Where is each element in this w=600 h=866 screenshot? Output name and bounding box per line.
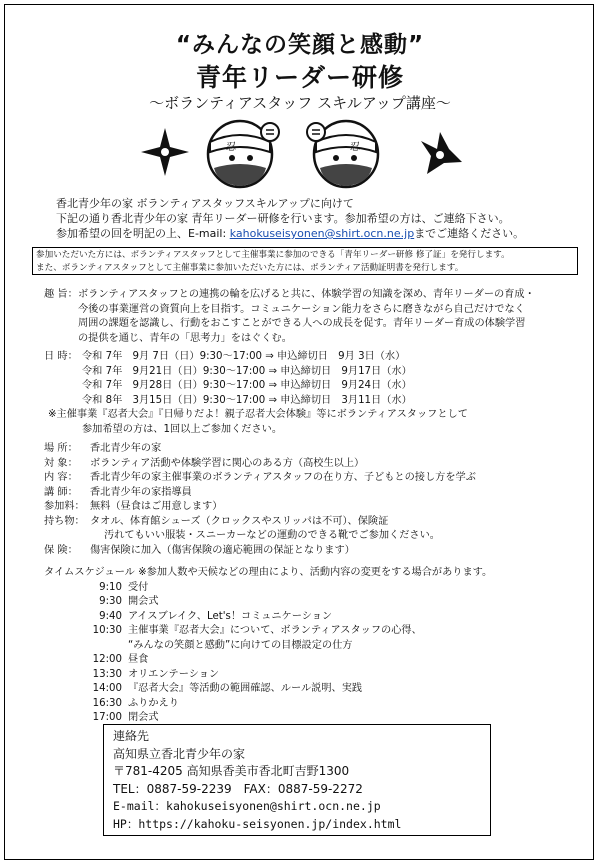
shuriken-icon	[415, 130, 465, 180]
schedule-item	[44, 624, 492, 639]
detail-value: 香北青少年の家	[90, 443, 162, 454]
date-row: 令和 7年 9月21日（日）9:30〜17:00 ⇒ 申込締切日 9月17日（水）	[82, 365, 412, 377]
schedule-time: 9:30	[99, 596, 122, 607]
schedule-activity: 『忍者大会』等活動の範囲確認、ルール説明、実践	[128, 683, 363, 694]
schedule-item	[44, 581, 492, 596]
schedule-time: 9:10	[99, 581, 122, 593]
schedule-activity: 開会式	[128, 596, 159, 607]
purpose-line: 今後の事業運営の資質向上を目指す。コミュニケーション能力をさらに磨きながら自己だけでなく	[78, 303, 525, 315]
intro-line1: 香北青少年の家 ボランティアスタッフスキルアップに向けて	[56, 197, 354, 210]
intro-line2: 下記の通り香北青少年の家 青年リーダー研修を行います。参加希望の方は、ご連絡下さい。	[56, 212, 510, 225]
detail-value: 香北青少年の家指導員	[90, 486, 192, 498]
schedule-time: 14:00	[92, 683, 122, 694]
certificate-notice-box	[32, 247, 578, 275]
schedule-time: 16:30	[92, 697, 122, 709]
schedule-activity: ふりかえり	[128, 697, 179, 709]
intro-line3	[56, 226, 524, 241]
detail-value: 汚れてもいい服装・スニーカーなどの運動のできる靴でご参加ください。	[104, 530, 440, 541]
contact-box	[103, 724, 491, 836]
schedule-item	[44, 682, 492, 697]
dates-label: 日 時：	[44, 351, 78, 362]
page-title-line2: 青年リーダー研修	[195, 63, 404, 92]
schedule-item	[44, 653, 492, 668]
schedule-activity: オリエンテーション	[128, 668, 220, 680]
dates-note: 参加希望の方は、1回以上ご参加ください。	[82, 423, 283, 435]
detail-value: ボランティア活動や体験学習に関心のある方（高校生以上）	[90, 457, 365, 469]
detail-label: 場 所：	[44, 443, 78, 454]
shuriken-icon	[140, 127, 190, 177]
purpose-line: の提供を通じ、青年の「思考力」をはぐくむ。	[78, 332, 292, 344]
schedule-item	[44, 639, 492, 654]
purpose-section	[44, 288, 535, 346]
schedule-time: 17:00	[92, 712, 122, 723]
detail-label: 対 象：	[44, 457, 78, 469]
contact-heading: 連絡先	[113, 729, 150, 743]
purpose-line: 周囲の課題を認識し、行動をおこすことができる人への成長を促す。青年リーダー育成の体験学習	[78, 318, 526, 329]
schedule-activity: 主催事業『忍者大会』について、ボランティアスタッフの心得、	[128, 625, 422, 636]
schedule-activity: 受付	[128, 581, 149, 593]
ninja-mascot-icon	[200, 112, 286, 192]
schedule-item	[44, 697, 492, 712]
schedule-time: 12:00	[92, 654, 122, 665]
contact-name: 高知県立香北青少年の家	[113, 746, 246, 761]
intro-line3-prefix: 参加希望の回を明記の上、E-mail:	[56, 227, 230, 240]
date-row: 令和 8年 3月15日（日）9:30〜17:00 ⇒ 申込締切日 3月11日（水）	[82, 394, 412, 406]
notice-line1: 参加いただいた方には、ボランティアスタッフとして主催事業に参加のできる「青年リーダー研修 修了証」を発行します。	[36, 250, 510, 260]
detail-label: 内 容：	[44, 472, 78, 483]
date-row: 令和 7年 9月 7日（日）9:30〜17:00 ⇒ 申込締切日 9月 3日（水）	[82, 351, 406, 362]
detail-label: 講 師：	[44, 486, 78, 498]
notice-line2: また、ボランティアスタッフとして主催事業に参加いただいた方には、ボランティア活動証明書を発行します。	[36, 262, 464, 273]
intro-line3-suffix: までご連絡ください。	[414, 227, 525, 240]
detail-value: 香北青少年の家主催事業のボランティアスタッフの在り方、子どもとの接し方を学ぶ	[90, 472, 476, 483]
detail-value: タオル、体育館シューズ（クロックスやスリッパは不可）、保険証	[90, 515, 389, 527]
purpose-label: 趣 旨：	[44, 289, 78, 300]
schedule-time: 13:30	[92, 668, 122, 680]
page-subtitle: 〜ボランティアスタッフ スキルアップ講座〜	[149, 94, 451, 112]
schedule-activity: 昼食	[128, 654, 149, 665]
page-title-line1: “みんなの笑顔と感動”	[175, 32, 425, 58]
ninja-mascot-icon	[300, 112, 386, 192]
contact-email[interactable]: E-mail：kahokuseisyonen@shirt.ocn.ne.jp	[113, 799, 381, 814]
detail-value: 傷害保険に加入（傷害保険の適応範囲の保証となります）	[90, 544, 355, 556]
contact-address: 〒781-4205 高知県香美市香北町吉野1300	[113, 764, 350, 779]
schedule-item	[44, 595, 492, 610]
details-section	[44, 442, 476, 558]
detail-label: 保 険：	[44, 544, 78, 556]
dates-section	[44, 350, 468, 437]
intro-text	[56, 196, 524, 241]
detail-value: 無料（昼食はご用意します）	[90, 501, 223, 512]
contact-email-link[interactable]: kahokuseisyonen@shirt.ocn.ne.jp	[229, 227, 415, 240]
contact-homepage[interactable]: HP：https://kahoku-seisyonen.jp/index.html	[113, 816, 402, 831]
schedule-time: 10:30	[92, 625, 122, 636]
schedule-activity: アイスブレイク、Let's！コミュニケーション	[128, 610, 333, 622]
purpose-line: ボランティアスタッフとの連携の輪を広げると共に、体験学習の知識を深め、青年リーダーの育成・	[78, 289, 535, 300]
schedule-section	[44, 566, 492, 726]
schedule-item	[44, 668, 492, 683]
svg-text:忍: 忍	[350, 142, 360, 153]
dates-note: ※主催事業『忍者大会』『日帰りだよ！親子忍者大会体験』等にボランティアスタッフとして	[48, 409, 468, 420]
date-row: 令和 7年 9月28日（日）9:30〜17:00 ⇒ 申込締切日 9月24日（水）	[82, 380, 412, 391]
schedule-activity: “みんなの笑顔と感動”に向けての目標設定の仕方	[128, 639, 353, 651]
schedule-heading: タイムスケジュール ※参加人数や天候などの理由により、活動内容の変更をする場合があります。	[44, 567, 493, 578]
detail-label: 持ち物：	[44, 515, 85, 527]
svg-text:忍: 忍	[226, 142, 236, 153]
schedule-activity: 閉会式	[128, 712, 159, 723]
schedule-item	[44, 610, 492, 625]
contact-phone: TEL：0887-59-2239 FAX：0887-59-2272	[113, 781, 363, 796]
detail-label: 参加料：	[44, 501, 85, 512]
schedule-time: 9:40	[99, 610, 122, 622]
